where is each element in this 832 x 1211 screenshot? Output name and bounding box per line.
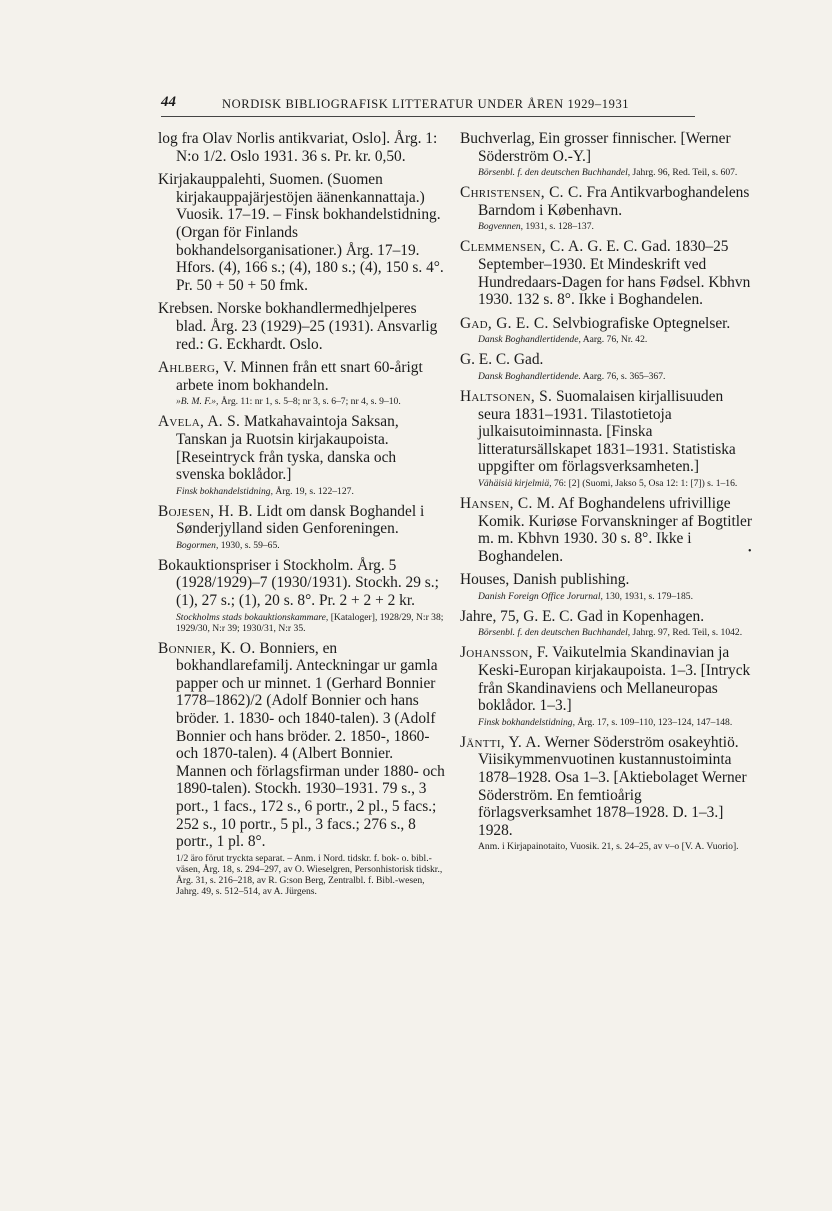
source-title: Finsk bokhandelstidning, bbox=[176, 485, 273, 497]
entry-author: Hansen, C. M. bbox=[460, 494, 555, 512]
source-title: Vähäisiä kirjelmiä, bbox=[478, 477, 552, 489]
source-details: [Kataloger], 1928/29, N:r 38; 1929/30, N:r 39; 1930/31, N:r 35. bbox=[176, 611, 444, 634]
source-details: 76: [2] (Suomi, Jakso 5, Osa 12: 1: [7]) s. 1–16. bbox=[551, 477, 738, 489]
entry-author: Bojesen, H. B. bbox=[158, 502, 253, 520]
bibliography-entry bbox=[158, 171, 445, 294]
bibliography-entry bbox=[460, 644, 752, 727]
source-title: Danish Foreign Office Jorurnal, bbox=[478, 590, 603, 602]
source-details: 1930, s. 59–65. bbox=[218, 539, 280, 551]
bibliography-entry bbox=[460, 608, 752, 639]
entry-author: Christensen, C. C. bbox=[460, 184, 583, 202]
margin-mark: • bbox=[748, 546, 752, 557]
source-title: Bogvennen, bbox=[478, 221, 524, 233]
entry-text: G. E. C. Gad. bbox=[460, 351, 544, 369]
entry-text: Kirjakauppalehti, Suomen. (Suomen kirjakauppajärjestöjen äänenkannattaja.) Vuosik. 17–19. – Finsk bokhandelstidning. (Organ för Finlands bokhandelsorganisationer.) Årg. 17–19. Hfors. (4), 166 s.; (4), 180 s.; (4), 150 s. 4°. Pr. 50 + 50 + 50 fmk. bbox=[158, 171, 444, 294]
source-title: Börsenbl. f. den deutschen Buchhandel, bbox=[478, 627, 631, 639]
entry-text: Matkahavaintoja Saksan, Tanskan ja Ruotsin kirjakaupoista. [Reseintryck från tyska, danska och svenska boklådor.] bbox=[176, 413, 399, 484]
source-details: Årg. 11: nr 1, s. 5–8; nr 3, s. 6–7; nr 4, s. 9–10. bbox=[218, 396, 401, 408]
right-column bbox=[460, 130, 752, 858]
bibliography-entry bbox=[158, 300, 445, 353]
entry-source-note bbox=[478, 841, 752, 852]
source-details: Aarg. 76, Nr. 42. bbox=[580, 334, 648, 346]
entry-author: Avela, A. S. bbox=[158, 413, 241, 431]
entry-text: Fra Antikvarboghandelens Barndom i København. bbox=[478, 184, 750, 219]
entry-text: G. E. C. Gad. 1830–25 September–1930. Et Mindeskrift ved Hundredaars-Dagen for hans Fødsel. Kbhvn 1930. 132 s. 8°. Ikke i Boghandelen. bbox=[478, 238, 751, 309]
entry-source-note bbox=[176, 486, 445, 497]
entry-text: Bokauktionspriser i Stockholm. Årg. 5 (1928/1929)–7 (1930/1931). Stockh. 29 s.; (1), 27 s.; (1), 20 s. 8°. Pr. 2 + 2 + 2 kr. bbox=[158, 556, 439, 610]
bibliography-entry bbox=[460, 130, 752, 178]
bibliography-entry bbox=[460, 388, 752, 489]
source-title: Börsenbl. f. den deutschen Buchhandel, bbox=[478, 167, 631, 179]
entry-author: Jäntti, Y. A. bbox=[460, 733, 541, 751]
bibliography-entry bbox=[158, 413, 445, 496]
entry-author: Gad, G. E. C. bbox=[460, 314, 549, 332]
source-title: Stockholms stads bokauktionskammare, bbox=[176, 611, 329, 623]
source-details: Årg. 19, s. 122–127. bbox=[273, 485, 354, 497]
entry-source-note bbox=[176, 612, 445, 634]
source-details: 1/2 äro förut tryckta separat. – Anm. i Nord. tidskr. f. bok- o. bibl.-väsen, Årg. 18, s. 294–297, av O. Wieselgren, Personhistorisk tidskr., Årg. 31, s. 216–218, av R. G:son Berg, Zentralbl. f. Bibl.-wesen, Jahrg. 49, s. 512–514, av A. Jürgens. bbox=[176, 852, 443, 897]
source-title: Bogormen, bbox=[176, 539, 219, 551]
bibliography-entry bbox=[460, 734, 752, 853]
entry-source-note bbox=[478, 627, 752, 638]
entry-source-note bbox=[478, 478, 752, 489]
entry-source-note bbox=[478, 221, 752, 232]
entry-source-note bbox=[478, 334, 752, 345]
entry-text: Minnen från ett snart 60-årigt arbete inom bokhandeln. bbox=[176, 359, 423, 394]
entry-author: Johansson, F. bbox=[460, 644, 549, 662]
bibliography-entry bbox=[158, 130, 445, 165]
entry-source-note bbox=[478, 167, 752, 178]
source-details: 130, 1931, s. 179–185. bbox=[602, 590, 693, 602]
entry-text: Jahre, 75, G. E. C. Gad in Kopenhagen. bbox=[460, 607, 705, 625]
entry-text: log fra Olav Norlis antikvariat, Oslo]. Årg. 1: N:o 1/2. Oslo 1931. 36 s. Pr. kr. 0,50. bbox=[158, 130, 438, 165]
bibliography-entry bbox=[460, 315, 752, 346]
entry-text: Lidt om dansk Boghandel i Sønderjylland siden Genforeningen. bbox=[176, 502, 425, 538]
bibliography-entry bbox=[460, 351, 752, 382]
bibliography-entry bbox=[158, 359, 445, 407]
bibliography-entry bbox=[460, 238, 752, 308]
entry-author: Ahlberg, V. bbox=[158, 359, 237, 377]
entry-source-note bbox=[176, 853, 445, 897]
entry-text: Buchverlag, Ein grosser finnischer. [Werner Söderström O.-Y.] bbox=[460, 130, 731, 165]
entry-source-note bbox=[176, 540, 445, 551]
entry-text: Suomalaisen kirjallisuuden seura 1831–1931. Tilastotietoja julkaisutoiminnasta. [Finska litteratursällskapet 1831–1931. Statistiska uppgifter om förlagsverksamheten.] bbox=[478, 387, 736, 476]
source-title: »B. M. F.», bbox=[176, 396, 219, 408]
bibliography-entry bbox=[158, 557, 445, 634]
bibliography-entry bbox=[158, 640, 445, 897]
entry-text: Bonniers, en bokhandlarefamilj. Anteckningar ur gamla papper och ur minnet. 1 (Gerhard Bonnier 1778–1862)/2 (Adolf Bonnier och hans bröder. 1. 1830- och 1840-talen). 3 (Adolf Bonnier och hans bröder. 2. 1850-, 1860- och 1870-talen). 4 (Albert Bonnier. Mannen och förlagsfirman under 1880- och 1890-talen). Stockh. 1930–1931. 79 s., 3 port., 1 facs., 172 s., 6 portr., 2 pl., 5 facs.; 252 s., 10 portr., 5 pl., 3 facs.; 276 s., 8 portr., 1 pl. 8°. bbox=[176, 639, 445, 851]
source-details: Årg. 17, s. 109–110, 123–124, 147–148. bbox=[575, 716, 733, 728]
source-details: Anm. i Kirjapainotaito, Vuosik. 21, s. 24–25, av v–o [V. A. Vuorio]. bbox=[478, 841, 739, 853]
bibliography-entry bbox=[460, 184, 752, 232]
source-title: Finsk bokhandelstidning, bbox=[478, 716, 575, 728]
source-title: Dansk Boghandlertidende. bbox=[478, 370, 581, 382]
entry-author: Clemmensen, C. A. bbox=[460, 238, 584, 256]
source-details: Jahrg. 96, Red. Teil, s. 607. bbox=[630, 167, 738, 179]
bibliography-entry bbox=[460, 495, 752, 565]
entry-source-note bbox=[478, 371, 752, 382]
entry-author: Bonnier, K. O. bbox=[158, 639, 256, 657]
bibliography-entry bbox=[158, 503, 445, 551]
entry-text: Vaikutelmia Skandinavian ja Keski-Europan kirjakaupoista. 1–3. [Intryck från Skandinaviens och Mellaneuropas boklådor. 1–3.] bbox=[478, 644, 751, 715]
left-column bbox=[158, 130, 445, 903]
entry-source-note bbox=[478, 591, 752, 602]
entry-text: Af Boghandelens ufrivillige Komik. Kuriøse Forvanskninger af Bogtitler m. m. Kbhvn 1930. 30 s. 8°. Ikke i Boghandelen. bbox=[478, 494, 752, 565]
entry-source-note bbox=[176, 396, 445, 407]
source-details: 1931, s. 128–137. bbox=[523, 221, 594, 233]
source-details: Aarg. 76, s. 365–367. bbox=[580, 370, 666, 382]
entry-text: Krebsen. Norske bokhandlermedhjelperes blad. Årg. 23 (1929)–25 (1931). Ansvarlig red.: G. Eckhardt. Oslo. bbox=[158, 300, 438, 353]
bibliography-entry bbox=[460, 571, 752, 602]
source-title: Dansk Boghandlertidende, bbox=[478, 334, 581, 346]
header-rule bbox=[161, 116, 695, 117]
entry-text: Selvbiografiske Optegnelser. bbox=[548, 314, 731, 332]
entry-author: Haltsonen, S. bbox=[460, 387, 553, 405]
running-title: NORDISK BIBLIOGRAFISK LITTERATUR UNDER ÅREN 1929–1931 bbox=[222, 97, 630, 111]
page-number: 44 bbox=[161, 94, 176, 110]
entry-text: Werner Söderström osakeyhtiö. Viisikymmenvuotinen kustannustoiminta 1878–1928. Osa 1–3. [Aktiebolaget Werner Söderström. En femtioårig förlagsverksamhet 1878–1928. D. 1–3.] 1928. bbox=[478, 733, 747, 839]
entry-source-note bbox=[478, 717, 752, 728]
source-details: Jahrg. 97, Red. Teil, s. 1042. bbox=[630, 627, 743, 639]
entry-text: Houses, Danish publishing. bbox=[460, 571, 630, 589]
